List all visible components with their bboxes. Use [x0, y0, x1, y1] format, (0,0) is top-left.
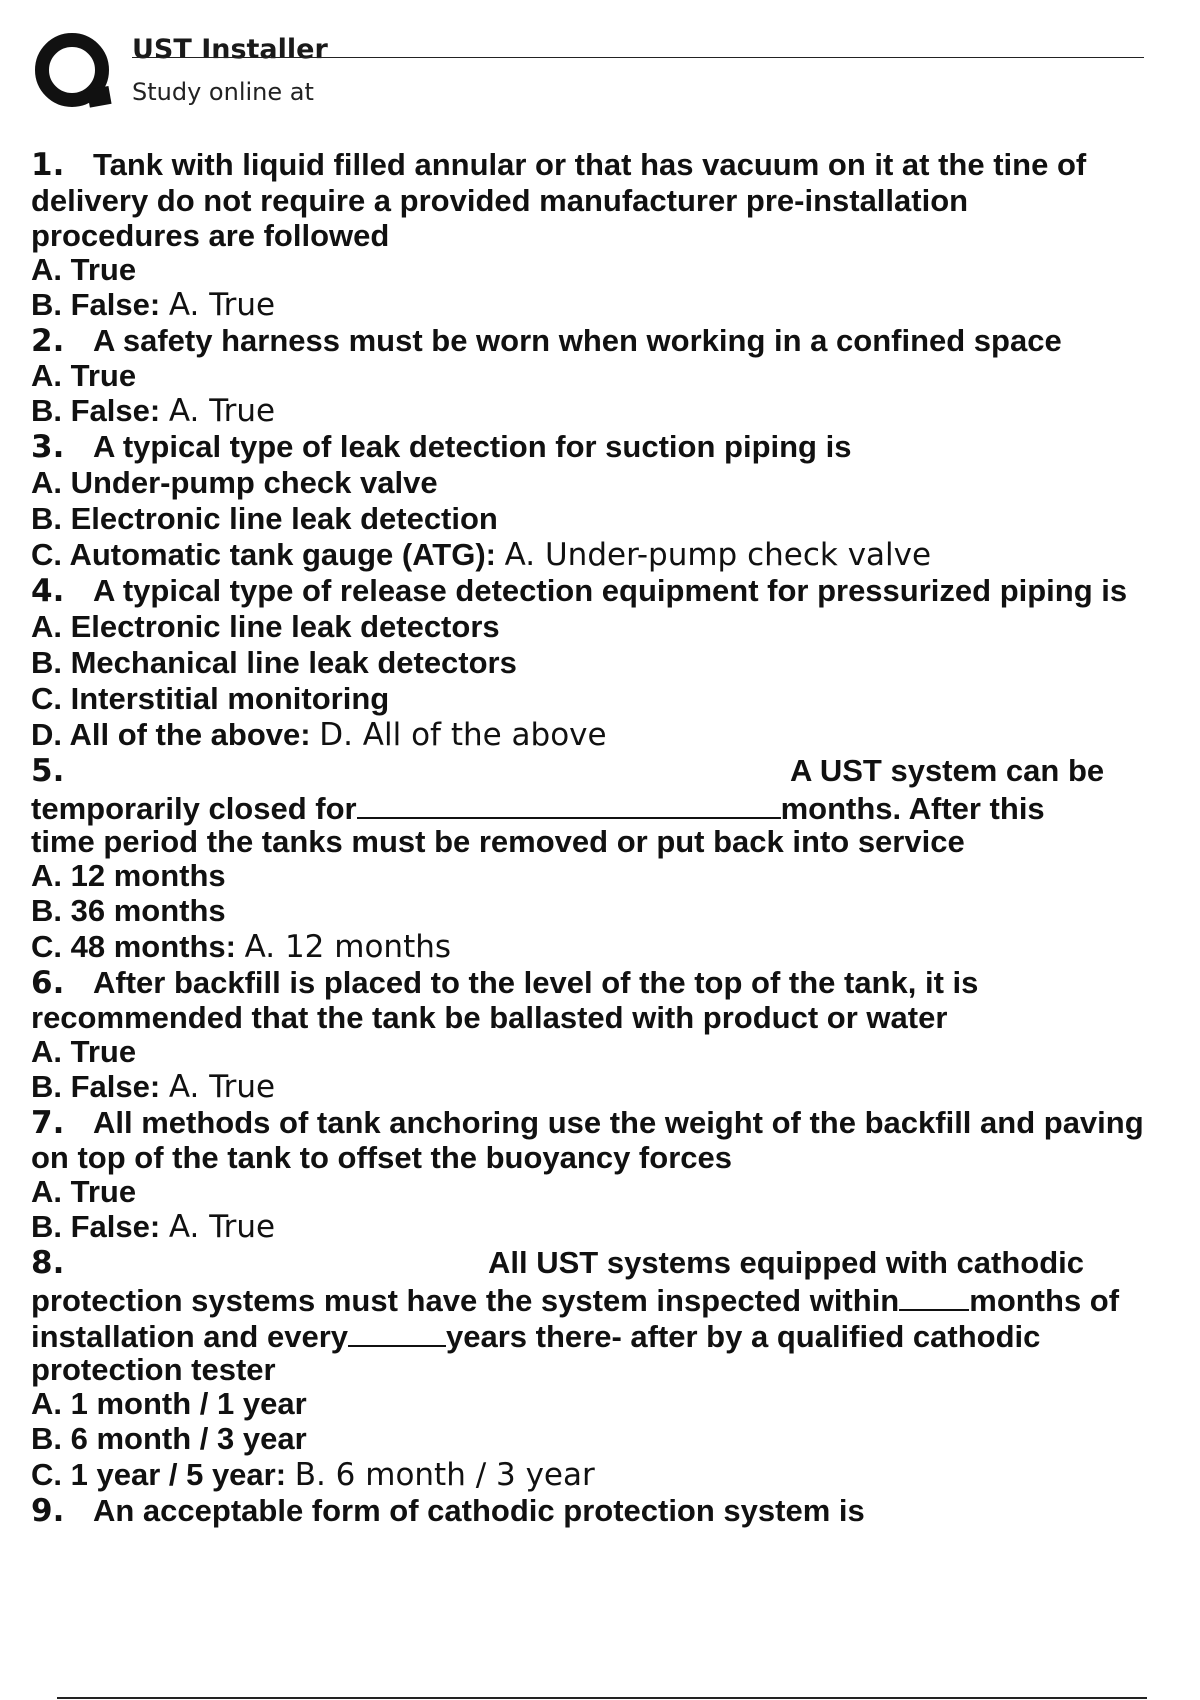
question-text: After backfill is placed to the level of the top of the tank, it is — [93, 965, 979, 1000]
option: B. False: — [31, 393, 161, 428]
option-row — [31, 393, 1191, 429]
option: C. 1 year / 5 year: — [31, 1457, 287, 1492]
option-row — [31, 1209, 1191, 1245]
option: A. True — [31, 1034, 137, 1069]
question-5 — [31, 753, 1191, 789]
question-text: months of — [969, 1283, 1120, 1318]
question-text-cont — [31, 789, 1191, 825]
question-text-cont — [31, 1317, 1191, 1353]
option: A. True — [31, 358, 137, 393]
option: B. Electronic line leak detection — [31, 501, 498, 536]
answer: B. 6 month / 3 year — [294, 1457, 595, 1493]
option: A. 12 months — [31, 858, 226, 893]
question-8 — [31, 1245, 1191, 1281]
question-number: 6. — [31, 965, 65, 1001]
option: A. True — [31, 252, 137, 287]
option: B. 36 months — [31, 893, 226, 928]
question-number: 2. — [31, 323, 65, 359]
option-row — [31, 287, 1191, 323]
footer-divider — [57, 1697, 1147, 1699]
question-text: Tank with liquid filled annular or that has vacuum on it at the tine of — [93, 147, 1087, 182]
option-row — [31, 1069, 1191, 1105]
question-number: 7. — [31, 1105, 65, 1141]
question-text-cont: on top of the tank to offset the buoyancy forces — [31, 1140, 732, 1175]
question-4 — [31, 573, 1191, 609]
question-number: 1. — [31, 147, 65, 183]
option-row — [31, 929, 1191, 965]
question-list — [31, 147, 1191, 1529]
question-text: years there- after by a qualified cathodic — [446, 1319, 1041, 1354]
option: C. Automatic tank gauge (ATG): — [31, 537, 496, 572]
question-text-cont: recommended that the tank be ballasted with product or water — [31, 1000, 948, 1035]
question-2 — [31, 323, 1191, 359]
question-text: A typical type of leak detection for suction piping is — [93, 429, 852, 464]
question-text: All UST systems equipped with cathodic — [488, 1245, 1084, 1280]
question-text-cont — [31, 1281, 1191, 1317]
option: A. True — [31, 1174, 137, 1209]
option: B. False: — [31, 287, 161, 322]
question-text: months. After this — [780, 791, 1045, 826]
question-number: 4. — [31, 573, 65, 609]
answer: A. Under-pump check valve — [504, 537, 932, 573]
answer: A. True — [168, 1069, 276, 1105]
question-3 — [31, 429, 1191, 465]
answer: A. True — [168, 287, 276, 323]
question-number: 3. — [31, 429, 65, 465]
fill-in-blank — [348, 1317, 446, 1347]
fill-in-blank — [357, 789, 781, 819]
question-text-cont: delivery do not require a provided manufacturer pre-installation — [31, 183, 969, 218]
question-7 — [31, 1105, 1191, 1141]
option: C. Interstitial monitoring — [31, 681, 390, 716]
question-text: A typical type of release detection equipment for pressurized piping is — [93, 573, 1128, 608]
question-text: A UST system can be — [790, 753, 1105, 788]
question-text: temporarily closed for — [31, 791, 357, 826]
question-1 — [31, 147, 1191, 183]
question-text: protection systems must have the system inspected within — [31, 1283, 900, 1318]
question-number: 9. — [31, 1493, 65, 1529]
question-text-cont: time period the tanks must be removed or put back into service — [31, 824, 965, 859]
answer: D. All of the above — [319, 717, 607, 753]
option-row — [31, 537, 1191, 573]
question-text-cont: protection tester — [31, 1352, 276, 1387]
option: B. Mechanical line leak detectors — [31, 645, 517, 680]
question-6 — [31, 965, 1191, 1001]
option: B. False: — [31, 1069, 161, 1104]
question-text: installation and every — [31, 1319, 348, 1354]
study-online-text: Study online at — [132, 78, 314, 106]
option: B. 6 month / 3 year — [31, 1421, 307, 1456]
question-number: 5. — [31, 753, 65, 789]
option: A. Electronic line leak detectors — [31, 609, 500, 644]
quizlet-logo-icon — [32, 30, 114, 112]
option: C. 48 months: — [31, 929, 236, 964]
question-number: 8. — [31, 1245, 65, 1281]
option: D. All of the above: — [31, 717, 311, 752]
option: A. 1 month / 1 year — [31, 1386, 307, 1421]
option-row — [31, 1457, 1191, 1493]
document-title: UST Installer — [132, 34, 328, 65]
header-divider — [132, 57, 1144, 58]
question-text: A safety harness must be worn when working in a confined space — [93, 323, 1062, 358]
option: B. False: — [31, 1209, 161, 1244]
question-text-cont: procedures are followed — [31, 218, 390, 253]
question-9 — [31, 1493, 1191, 1529]
fill-in-blank — [899, 1281, 969, 1311]
question-text: An acceptable form of cathodic protection system is — [93, 1493, 865, 1528]
question-text: All methods of tank anchoring use the weight of the backfill and paving — [93, 1105, 1144, 1140]
answer: A. True — [168, 1209, 276, 1245]
option-row — [31, 717, 1191, 753]
answer: A. True — [168, 393, 276, 429]
answer: A. 12 months — [244, 929, 452, 965]
option: A. Under-pump check valve — [31, 465, 438, 500]
